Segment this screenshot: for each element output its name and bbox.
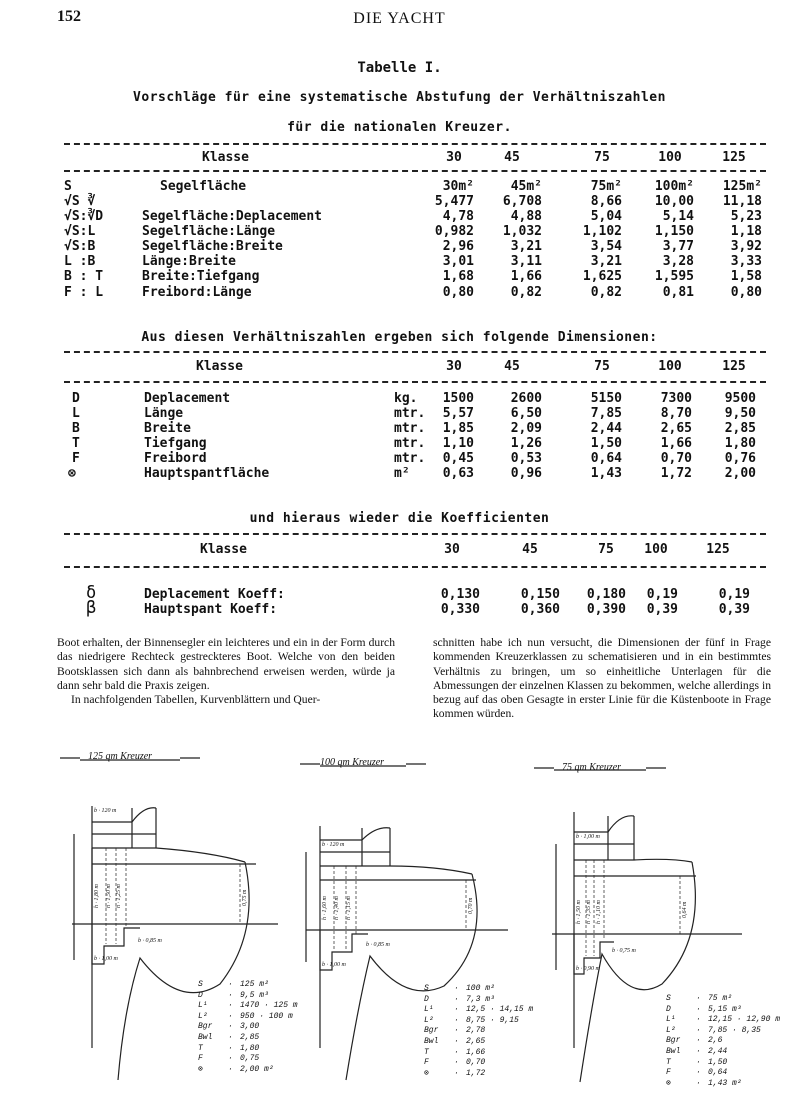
- cell-100: 1,595: [654, 269, 694, 284]
- legend-value: 0,75: [240, 1054, 260, 1064]
- cell-100: 1,72: [660, 466, 692, 481]
- cell-30: 2,96: [442, 239, 474, 254]
- header-class-125: 125: [706, 542, 730, 557]
- row-name: Segelfläche:Deplacement: [142, 209, 323, 224]
- legend-row: T · 1,80: [198, 1043, 260, 1053]
- cell-30: 0,63: [442, 466, 474, 481]
- cell-75: 1,625: [582, 269, 622, 284]
- header-klasse: Klasse: [196, 359, 243, 374]
- row-symbol: √S:B: [64, 239, 96, 254]
- row-symbol: L: [72, 406, 80, 421]
- cell-45: 0,150: [520, 587, 560, 602]
- cell-45: 0,82: [510, 285, 542, 300]
- legend-row: D · 7,3 m³: [424, 994, 495, 1004]
- table-row: [64, 436, 766, 451]
- row-symbol: D: [72, 391, 80, 406]
- table-row: [64, 239, 766, 254]
- cell-125: 1,58: [730, 269, 762, 284]
- legend-symbol: L²: [424, 1015, 434, 1025]
- cell-75: 0,82: [590, 285, 622, 300]
- row-symbol: β: [86, 598, 97, 618]
- legend-symbol: T: [424, 1047, 429, 1057]
- dim-label: 0,64 m: [682, 901, 688, 918]
- cell-45: 1,66: [510, 269, 542, 284]
- row-symbol: L :B: [64, 254, 96, 269]
- legend-row: D · 9,5 m³: [198, 990, 269, 1000]
- paragraph: In nachfolgenden Tabellen, Kurvenblättern und Quer-: [71, 693, 321, 707]
- legend-symbol: D: [424, 994, 429, 1004]
- legend-row: L¹ · 12,15 · 12,90 m: [666, 1015, 781, 1025]
- figure-legend: [198, 980, 298, 1075]
- legend-value: 1,80: [240, 1043, 260, 1053]
- legend-row: L¹ · 12,5 · 14,15 m: [424, 1005, 534, 1015]
- row-unit: mtr.: [394, 451, 426, 466]
- cell-45: 0,96: [510, 466, 542, 481]
- body-text-right-column: [433, 636, 771, 722]
- legend-symbol: Bgr: [198, 1022, 213, 1032]
- legend-value: 8,75 · 9,15: [466, 1015, 519, 1025]
- legend-value: 1,72: [466, 1068, 486, 1078]
- legend-value: 7,3 m³: [466, 994, 495, 1004]
- row-name: Breite:Tiefgang: [142, 269, 260, 284]
- cell-75: 0,64: [590, 451, 622, 466]
- header-klasse: Klasse: [202, 150, 249, 165]
- dim-label: b · 0,90 m: [576, 966, 600, 972]
- table2-subtitle: Aus diesen Verhältniszahlen ergeben sich folgende Dimensionen:: [141, 330, 658, 345]
- legend-symbol: L²: [198, 1011, 208, 1021]
- legend-value: 950 · 100 m: [240, 1011, 293, 1021]
- cell-75: 75m²: [590, 179, 622, 194]
- dim-label: h · 1,60 m: [322, 896, 328, 920]
- row-symbol: S: [64, 179, 72, 194]
- cell-100: 2,65: [660, 421, 692, 436]
- table3-subtitle: und hieraus wieder die Koefficienten: [249, 511, 550, 526]
- row-unit: kg.: [394, 391, 418, 406]
- legend-symbol: S: [666, 994, 671, 1003]
- dim-label: 0,75 m: [242, 889, 248, 906]
- cell-100: 3,28: [662, 254, 694, 269]
- row-symbol: B: [72, 421, 80, 436]
- cell-100: 1,66: [660, 436, 692, 451]
- cell-45: 45m²: [510, 179, 542, 194]
- cell-100: 100m²: [654, 179, 694, 194]
- legend-symbol: L²: [666, 1025, 676, 1035]
- cell-100: 10,00: [654, 194, 694, 209]
- figure-legend: [666, 994, 780, 1089]
- cell-75: 3,54: [590, 239, 622, 254]
- legend-symbol: Bwl: [666, 1046, 681, 1056]
- dim-label: h · 1,15 m: [346, 896, 352, 920]
- page-number: 152: [57, 8, 81, 25]
- legend-symbol: S: [424, 984, 429, 993]
- cell-75: 7,85: [590, 406, 622, 421]
- row-symbol: F: [72, 451, 80, 466]
- cell-100: 8,70: [660, 406, 692, 421]
- legend-value: 12,15 · 12,90 m: [708, 1015, 781, 1025]
- row-symbol: √S:∛D: [64, 209, 104, 224]
- cell-45: 4,88: [510, 209, 542, 224]
- table-row: [64, 406, 766, 421]
- running-head: DIE YACHT: [353, 10, 446, 27]
- header-class-45: 45: [504, 150, 520, 165]
- cell-30: 0,130: [440, 587, 480, 602]
- table-row: [64, 269, 766, 284]
- legend-value: 75 m²: [708, 994, 733, 1003]
- header-class-30: 30: [446, 150, 462, 165]
- legend-value: 100 m²: [466, 984, 495, 993]
- cell-45: 0,360: [520, 602, 560, 617]
- header-class-100: 100: [658, 150, 682, 165]
- cell-75: 0,180: [586, 587, 626, 602]
- cell-75: 5,04: [590, 209, 622, 224]
- table-subtitle-line2: für die nationalen Kreuzer.: [287, 120, 512, 135]
- figure-legend: [424, 984, 533, 1079]
- table-row: [64, 285, 766, 300]
- legend-row: F · 0,70: [424, 1058, 486, 1068]
- cell-30: 3,01: [442, 254, 474, 269]
- legend-value: 9,5 m³: [240, 990, 269, 1000]
- row-name: Länge: [144, 406, 184, 421]
- row-name: Hauptspantfläche: [144, 466, 270, 481]
- legend-row: Bwl · 2,44: [666, 1046, 728, 1056]
- row-name: Deplacement: [144, 391, 231, 406]
- table-rule: [64, 533, 766, 535]
- legend-symbol: D: [666, 1004, 671, 1014]
- cell-75: 2,44: [590, 421, 622, 436]
- cell-30: 1,85: [442, 421, 474, 436]
- legend-symbol: T: [198, 1043, 203, 1053]
- table-row: [64, 421, 766, 436]
- table-row: [64, 391, 766, 406]
- legend-symbol: Bwl: [198, 1032, 213, 1042]
- legend-value: 1,50: [708, 1057, 728, 1067]
- table-row: [64, 194, 766, 209]
- cell-100: 0,19: [646, 587, 678, 602]
- row-name: Segelfläche: [160, 179, 247, 194]
- cell-45: 2600: [510, 391, 542, 406]
- header-class-45: 45: [504, 359, 520, 374]
- cell-45: 3,11: [510, 254, 542, 269]
- legend-symbol: ⊗: [666, 1078, 671, 1088]
- row-unit: mtr.: [394, 406, 426, 421]
- header-class-30: 30: [444, 542, 460, 557]
- row-symbol: √S:L: [64, 224, 96, 239]
- legend-symbol: ⊗: [198, 1064, 203, 1074]
- row-symbol: F : L: [64, 285, 104, 300]
- row-name: Segelfläche:Breite: [142, 239, 283, 254]
- dim-label: h · 1,50 m: [106, 884, 112, 908]
- dim-label: h · 1,40 m: [334, 896, 340, 920]
- table-header-row: [64, 150, 766, 165]
- header-class-30: 30: [446, 359, 462, 374]
- dim-label: h · 1,80 m: [94, 884, 100, 908]
- table-row: [64, 451, 766, 466]
- dim-label: h · 1,10 m: [596, 900, 602, 924]
- legend-row: Bgr · 3,00: [198, 1022, 260, 1032]
- dim-label: b · 1,00 m: [322, 962, 346, 968]
- legend-row: Bwl · 2,85: [198, 1032, 260, 1042]
- legend-row: D · 5,15 m³: [666, 1004, 742, 1014]
- legend-value: 3,00: [240, 1022, 260, 1032]
- table-row: [64, 583, 766, 603]
- legend-value: 12,5 · 14,15 m: [466, 1005, 534, 1015]
- table-rule: [64, 351, 766, 353]
- header-klasse: Klasse: [200, 542, 247, 557]
- dim-label: b · 0,85 m: [138, 938, 162, 944]
- cell-125: 0,76: [724, 451, 756, 466]
- legend-value: 2,00 m²: [240, 1064, 274, 1074]
- legend-row: S · 75 m²: [666, 994, 733, 1003]
- cell-30: 1,10: [442, 436, 474, 451]
- cell-30: 4,78: [442, 209, 474, 224]
- legend-row: S · 100 m²: [424, 984, 495, 993]
- row-name: Segelfläche:Länge: [142, 224, 276, 239]
- cell-100: 0,39: [646, 602, 678, 617]
- legend-symbol: S: [198, 980, 203, 989]
- cell-75: 5150: [590, 391, 622, 406]
- cell-75: 8,66: [590, 194, 622, 209]
- legend-row: F · 0,75: [198, 1054, 260, 1064]
- legend-symbol: L¹: [424, 1005, 434, 1015]
- row-symbol: B : T: [64, 269, 104, 284]
- legend-row: T · 1,66: [424, 1047, 486, 1057]
- legend-value: 2,65: [466, 1036, 486, 1046]
- figure-caption: 100 qm Kreuzer: [320, 757, 385, 768]
- legend-symbol: L¹: [198, 1001, 208, 1011]
- table-row: [64, 254, 766, 269]
- table-rule: [64, 381, 766, 383]
- cell-30: 0,330: [440, 602, 480, 617]
- legend-value: 1,43 m²: [708, 1078, 742, 1088]
- section-drawing-75: [530, 748, 781, 1093]
- legend-row: L² · 7,85 · 8,35: [666, 1025, 761, 1035]
- cell-100: 5,14: [662, 209, 694, 224]
- dim-label: b · 1,00 m: [94, 956, 118, 962]
- header-class-75: 75: [594, 150, 610, 165]
- header-class-75: 75: [594, 359, 610, 374]
- cell-100: 3,77: [662, 239, 694, 254]
- legend-value: 1,66: [466, 1047, 486, 1057]
- legend-symbol: F: [198, 1054, 203, 1064]
- row-unit: mtr.: [394, 421, 426, 436]
- row-symbol: δ: [86, 583, 97, 603]
- row-name: Breite: [144, 421, 191, 436]
- section-drawing-100: [296, 748, 534, 1088]
- table-row: [64, 209, 766, 224]
- legend-row: ⊗ · 1,43 m²: [666, 1078, 742, 1088]
- table-rule: [64, 566, 766, 568]
- cell-45: 1,26: [510, 436, 542, 451]
- cell-30: 1500: [442, 391, 474, 406]
- dim-label: b · 120 m: [94, 808, 117, 814]
- row-symbol: T: [72, 436, 80, 451]
- cell-45: 0,53: [510, 451, 542, 466]
- table-title: Tabelle I.: [357, 60, 442, 76]
- legend-row: ⊗ · 2,00 m²: [198, 1064, 274, 1074]
- cell-30: 5,57: [442, 406, 474, 421]
- dim-label: b · 0,75 m: [612, 948, 636, 954]
- figure-caption: 75 qm Kreuzer: [562, 762, 622, 773]
- legend-value: 2,44: [708, 1046, 728, 1056]
- cell-125: 3,33: [730, 254, 762, 269]
- cell-75: 1,102: [582, 224, 622, 239]
- cell-100: 7300: [660, 391, 692, 406]
- legend-value: 2,85: [240, 1032, 260, 1042]
- row-name: Deplacement Koeff:: [144, 587, 285, 602]
- cell-125: 3,92: [730, 239, 762, 254]
- table-row: [64, 598, 766, 618]
- table-rule: [64, 143, 766, 145]
- cell-100: 0,81: [662, 285, 694, 300]
- legend-row: ⊗ · 1,72: [424, 1068, 486, 1078]
- legend-symbol: Bgr: [424, 1026, 439, 1036]
- dim-label: b · 1,00 m: [576, 834, 600, 840]
- table-row: [64, 179, 766, 194]
- legend-value: 2,6: [708, 1036, 723, 1046]
- legend-row: Bwl · 2,65: [424, 1036, 486, 1046]
- cell-125: 2,00: [724, 466, 756, 481]
- dim-label: h · 1,50 m: [576, 900, 582, 924]
- legend-symbol: Bgr: [666, 1036, 681, 1046]
- cell-30: 0,982: [434, 224, 474, 239]
- cell-125: 2,85: [724, 421, 756, 436]
- legend-row: L² · 950 · 100 m: [198, 1011, 293, 1021]
- header-class-125: 125: [722, 150, 746, 165]
- cell-30: 5,477: [434, 194, 474, 209]
- cell-75: 0,390: [586, 602, 626, 617]
- dim-label: h · 1,35 m: [586, 900, 592, 924]
- cell-75: 3,21: [590, 254, 622, 269]
- row-unit: mtr.: [394, 436, 426, 451]
- cell-100: 0,70: [660, 451, 692, 466]
- row-name: Freibord:Länge: [142, 285, 252, 300]
- figure-caption: 125 qm Kreuzer: [88, 751, 153, 762]
- row-unit: m²: [394, 466, 410, 481]
- table-subtitle-line1: Vorschläge für eine systematische Abstufung der Verhältniszahlen: [133, 90, 666, 105]
- cell-125: 11,18: [722, 194, 762, 209]
- table-row: [64, 466, 766, 481]
- header-class-45: 45: [522, 542, 538, 557]
- legend-symbol: D: [198, 990, 203, 1000]
- cell-45: 6,708: [502, 194, 542, 209]
- table-row: [64, 224, 766, 239]
- cell-45: 1,032: [502, 224, 542, 239]
- dim-label: b · 0,85 m: [366, 942, 390, 948]
- legend-symbol: ⊗: [424, 1068, 429, 1078]
- table-header-row: [64, 542, 766, 557]
- row-symbol: ⊗: [68, 466, 76, 481]
- legend-value: 2,78: [466, 1026, 486, 1036]
- cell-30: 0,80: [442, 285, 474, 300]
- legend-row: T · 1,50: [666, 1057, 728, 1067]
- legend-row: S · 125 m²: [198, 980, 269, 989]
- legend-symbol: L¹: [666, 1015, 676, 1025]
- row-name: Länge:Breite: [142, 254, 236, 269]
- table-rule: [64, 170, 766, 172]
- legend-row: F · 0,64: [666, 1068, 728, 1078]
- cell-125: 0,19: [718, 587, 750, 602]
- header-class-100: 100: [658, 359, 682, 374]
- legend-value: 7,85 · 8,35: [708, 1025, 761, 1035]
- legend-row: Bgr · 2,78: [424, 1026, 486, 1036]
- dim-label: b · 120 m: [322, 842, 345, 848]
- paragraph: schnitten habe ich nun versucht, die Dimensionen der fünf in Frage kommenden Kreuzerklassen zu schematisieren und in ein bestimmtes Verhältnis zu bringen, um so einheitliche Unterlagen für die Abmessungen der einzelnen Klassen zu bekommen, welche allerdings in bezug auf das oben Gesagte in erster Linie für die Küstenboote in Frage kommen würden.: [433, 636, 771, 721]
- header-class-100: 100: [644, 542, 668, 557]
- dim-label: h · 1,25 m: [116, 884, 122, 908]
- cell-125: 1,80: [724, 436, 756, 451]
- legend-row: Bgr · 2,6: [666, 1036, 723, 1046]
- cell-75: 1,50: [590, 436, 622, 451]
- legend-symbol: F: [424, 1058, 429, 1068]
- cell-30: 0,45: [442, 451, 474, 466]
- cell-125: 125m²: [722, 179, 762, 194]
- header-class-75: 75: [598, 542, 614, 557]
- legend-value: 5,15 m³: [708, 1004, 742, 1014]
- row-name: Freibord: [144, 451, 207, 466]
- row-symbol: √S ∛: [64, 194, 96, 209]
- legend-symbol: T: [666, 1057, 671, 1067]
- cell-125: 1,18: [730, 224, 762, 239]
- body-text-left-column: [57, 636, 395, 707]
- cell-30: 30m²: [442, 179, 474, 194]
- header-class-125: 125: [722, 359, 746, 374]
- cell-125: 5,23: [730, 209, 762, 224]
- dim-label: 0,70 m: [468, 897, 474, 914]
- legend-symbol: Bwl: [424, 1036, 439, 1046]
- row-name: Tiefgang: [144, 436, 207, 451]
- legend-value: 1470 · 125 m: [240, 1001, 298, 1011]
- cell-125: 9500: [724, 391, 756, 406]
- table-header-row: [64, 359, 766, 374]
- cell-45: 2,09: [510, 421, 542, 436]
- legend-row: L² · 8,75 · 9,15: [424, 1015, 519, 1025]
- paragraph: Boot erhalten, der Binnensegler ein leichteres und ein in der Form durch das niedrigere Rechteck gestreckteres Boot. Welche von den beiden Bootsklassen sich dann als bahnbrechend erweisen werden, würde ja dann sehr bald die Praxis zeigen.: [57, 636, 395, 692]
- legend-value: 0,70: [466, 1058, 486, 1068]
- row-name: Hauptspant Koeff:: [144, 602, 278, 617]
- cell-75: 1,43: [590, 466, 622, 481]
- cell-30: 1,68: [442, 269, 474, 284]
- legend-value: 125 m²: [240, 980, 269, 989]
- cell-125: 0,39: [718, 602, 750, 617]
- cell-125: 0,80: [730, 285, 762, 300]
- cell-45: 6,50: [510, 406, 542, 421]
- section-drawing-125: [60, 748, 298, 1088]
- cell-45: 3,21: [510, 239, 542, 254]
- cell-100: 1,150: [654, 224, 694, 239]
- legend-symbol: F: [666, 1068, 671, 1078]
- cell-125: 9,50: [724, 406, 756, 421]
- legend-value: 0,64: [708, 1068, 728, 1078]
- legend-row: L¹ · 1470 · 125 m: [198, 1001, 298, 1011]
